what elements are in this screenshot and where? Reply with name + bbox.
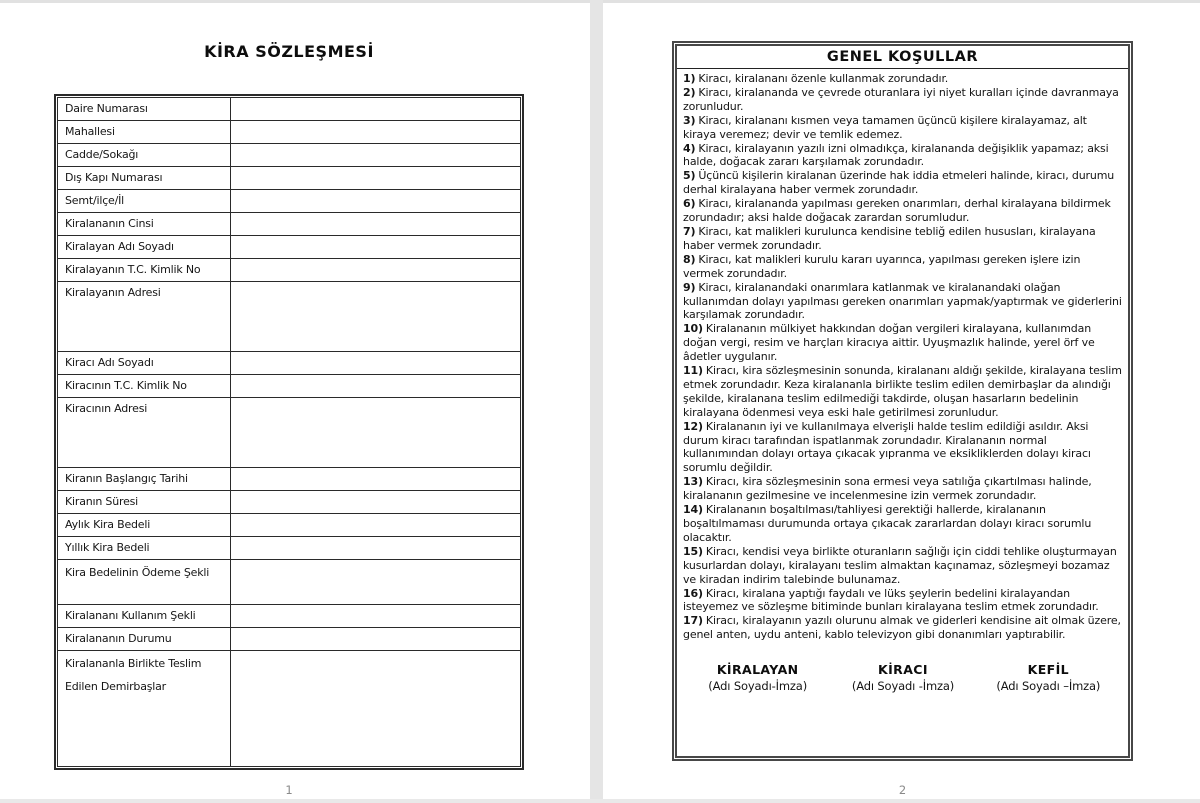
signature-subtitle: (Adı Soyadı –İmza) xyxy=(996,679,1101,694)
clause-number: 6) xyxy=(683,197,696,211)
clause-text: Üçüncü kişilerin kiralanan üzerinde hak iddia etmeleri halinde, kiracı, durumu derhal kiralayana haber vermek zorundadır. xyxy=(683,169,1115,197)
signature-subtitle: (Adı Soyadı -İmza) xyxy=(851,679,955,694)
clause-text: Kiracı, kendisi veya birlikte oturanların sağlığı için ciddi tehlike oluşturmayan kusurlardan dolayı, kiralayanı teslim almaktan kaçınamaz, sözleşmeyi bozamaz ve kiradan indirim talebinde bulunamaz. xyxy=(683,544,1117,586)
clause-text: Kiracı, kiralananda ve çevrede oturanlara iyi niyet kuralları içinde davranmaya zorunludur. xyxy=(683,85,1119,113)
clause-text: Kiralananın boşaltılması/tahliyesi gerektiği hallerde, kiralananın boşaltılmaması durumunda ortaya çıkacak zararlardan dolayı kiracı sorumlu olacaktır. xyxy=(683,503,1092,544)
clause-number: 15) xyxy=(683,544,703,558)
row-label: Kiralananla Birlikte Teslim Edilen Demirbaşlar xyxy=(58,651,231,766)
table-row-kiralayanin-tc-kimlik xyxy=(58,259,520,282)
clause-number: 4) xyxy=(683,141,696,155)
row-value-cell xyxy=(231,352,520,374)
row-label: Kira Bedelinin Ödeme Şekli xyxy=(58,560,231,604)
clause-number: 3) xyxy=(683,113,696,127)
clause-number: 1) xyxy=(683,72,696,85)
table-row-demirbaslar xyxy=(58,651,520,766)
row-label: Kiranın Süresi xyxy=(58,491,231,513)
row-value-cell xyxy=(231,560,520,604)
table-row-odeme-sekli xyxy=(58,560,520,605)
row-value-cell xyxy=(231,398,520,467)
row-value-cell xyxy=(231,375,520,397)
table-row-kiraci-adi-soyadi xyxy=(58,352,520,375)
contract-table-inner xyxy=(57,97,521,767)
signature-subtitle: (Adı Soyadı-İmza) xyxy=(708,679,808,694)
row-value-cell xyxy=(231,121,520,143)
term-clause-17 xyxy=(683,614,1123,642)
table-row-mahallesi xyxy=(58,121,520,144)
row-label: Kiracının T.C. Kimlik No xyxy=(58,375,231,397)
row-label: Kiralananın Cinsi xyxy=(58,213,231,235)
clause-text: Kiracı, kiralayanın yazılı olurunu almak ve giderleri kendisine ait olmak üzere, genel anten, uydu anteni, kablo televizyon gibi donanımları yaptırabilir. xyxy=(683,614,1121,642)
row-label: Semt/ilçe/İl xyxy=(58,190,231,212)
page-number-1: 1 xyxy=(285,783,293,797)
clause-text: Kiracı, kat malikleri kurulu kararı uyarınca, yapılması gereken işlere izin vermek zorundadır. xyxy=(683,252,1081,280)
row-label: Kiralananın Durumu xyxy=(58,628,231,650)
clause-number: 7) xyxy=(683,224,696,238)
clause-number: 10) xyxy=(683,322,703,336)
clause-text: Kiracı, kiralananı özenle kullanmak zorundadır. xyxy=(698,72,949,85)
term-clause-2 xyxy=(683,86,1123,114)
terms-body xyxy=(677,69,1128,694)
row-label: Cadde/Sokağı xyxy=(58,144,231,166)
general-terms-box xyxy=(672,41,1133,761)
term-clause-14 xyxy=(683,503,1123,545)
clause-text: Kiracı, kiralayanın yazılı izni olmadıkça, kiralananda değişiklik yapamaz; aksi halde, doğacak zararı karşılamak zorundadır. xyxy=(683,141,1109,169)
signature-kefil xyxy=(976,663,1121,694)
row-value-cell xyxy=(231,651,520,766)
row-value-cell xyxy=(231,282,520,351)
terms-header: GENEL KOŞULLAR xyxy=(677,46,1128,69)
clause-number: 2) xyxy=(683,85,696,99)
row-label: Aylık Kira Bedeli xyxy=(58,514,231,536)
term-clause-16 xyxy=(683,587,1123,615)
signature-kiraci xyxy=(830,663,975,694)
table-row-dis-kapi-numarasi xyxy=(58,167,520,190)
term-clause-8 xyxy=(683,253,1123,281)
term-clause-15 xyxy=(683,545,1123,587)
row-label: Dış Kapı Numarası xyxy=(58,167,231,189)
row-value-cell xyxy=(231,514,520,536)
table-row-kiralayan-adi-soyadi xyxy=(58,236,520,259)
signature-title: KİRACI xyxy=(878,662,928,678)
app-background-bottom xyxy=(0,799,1200,803)
row-value-cell xyxy=(231,236,520,258)
clause-text: Kiracı, kiralananı kısmen veya tamamen üçüncü kişilere kiralayamaz, alt kiraya veremez; devir ve temlik edemez. xyxy=(683,113,1087,141)
clause-number: 11) xyxy=(683,364,703,378)
clause-text: Kiracı, kiralananda yapılması gereken onarımları, derhal kiralayana bildirmek zorundadır; aksi halde doğacak zarardan sorumludur. xyxy=(683,197,1111,225)
row-label: Daire Numarası xyxy=(58,98,231,120)
row-label: Kiralayanın T.C. Kimlik No xyxy=(58,259,231,281)
contract-table xyxy=(54,94,524,770)
clause-number: 14) xyxy=(683,503,703,517)
row-value-cell xyxy=(231,628,520,650)
clause-text: Kiralananın mülkiyet hakkından doğan vergileri kiralayana, kullanımdan doğan vergi, resim ve harçları kiracıya aittir. Uyuşmazlık halinde, yerel örf ve âdetler uygulanır. xyxy=(683,322,1095,364)
signature-title: KEFİL xyxy=(1027,662,1070,678)
clause-text: Kiralananın iyi ve kullanılmaya elverişli halde teslim edildiği asıldır. Aksi durum kiracı tarafından ispatlanmak zorundadır. Kiralananın normal kullanımından dolayı ortaya çıkacak yıpranma ve eksikliklerden dolayı kiracı sorumlu değildir. xyxy=(683,419,1091,475)
table-row-kiralayanin-adresi xyxy=(58,282,520,352)
signature-title: KİRALAYAN xyxy=(716,662,799,678)
signature-kiralayan xyxy=(685,663,830,694)
table-row-kullanim-sekli xyxy=(58,605,520,628)
row-label: Kiralayanın Adresi xyxy=(58,282,231,351)
row-label: Yıllık Kira Bedeli xyxy=(58,537,231,559)
clause-number: 16) xyxy=(683,586,703,600)
row-value-cell xyxy=(231,144,520,166)
clause-number: 9) xyxy=(683,280,696,294)
table-row-kiracinin-tc-kimlik xyxy=(58,375,520,398)
table-row-cadde-sokagi xyxy=(58,144,520,167)
row-label: Kiralananı Kullanım Şekli xyxy=(58,605,231,627)
row-value-cell xyxy=(231,491,520,513)
row-value-cell xyxy=(231,537,520,559)
term-clause-9 xyxy=(683,281,1123,323)
row-value-cell xyxy=(231,259,520,281)
term-clause-3 xyxy=(683,114,1123,142)
row-value-cell xyxy=(231,190,520,212)
term-clause-12 xyxy=(683,420,1123,476)
row-label: Kiranın Başlangıç Tarihi xyxy=(58,468,231,490)
term-clause-5 xyxy=(683,169,1123,197)
page-title: KİRA SÖZLEŞMESİ xyxy=(204,42,374,61)
clause-text: Kiracı, kat malikleri kurulunca kendisine tebliğ edilen hususları, kiralayana haber vermek zorundadır. xyxy=(683,224,1096,252)
row-value-cell xyxy=(231,605,520,627)
term-clause-6 xyxy=(683,197,1123,225)
table-row-kiralananin-durumu xyxy=(58,628,520,651)
clause-text: Kiracı, kira sözleşmesinin sona ermesi veya satılığa çıkartılması halinde, kiralananın gezilmesine ve incelenmesine izin vermek zorundadır. xyxy=(683,475,1092,503)
row-label: Kiralayan Adı Soyadı xyxy=(58,236,231,258)
table-row-kiracinin-adresi xyxy=(58,398,520,468)
page-gap-divider xyxy=(590,0,603,803)
clause-text: Kiracı, kiralanandaki onarımlara katlanmak ve kiralanandaki olağan kullanımdan dolayı yapılması gereken onarımları yapmak/yaptırmak ve giderlerini karşılamak zorundadır. xyxy=(683,280,1122,322)
clause-number: 8) xyxy=(683,252,696,266)
term-clause-4 xyxy=(683,142,1123,170)
clause-number: 13) xyxy=(683,475,703,489)
table-row-kiranin-suresi xyxy=(58,491,520,514)
term-clause-1 xyxy=(683,72,1123,86)
table-row-aylik-kira-bedeli xyxy=(58,514,520,537)
row-value-cell xyxy=(231,213,520,235)
signature-row xyxy=(683,663,1123,694)
page-number-2: 2 xyxy=(898,783,907,797)
row-value-cell xyxy=(231,167,520,189)
term-clause-13 xyxy=(683,475,1123,503)
row-value-cell xyxy=(231,468,520,490)
term-clause-11 xyxy=(683,364,1123,420)
clause-number: 17) xyxy=(683,614,703,628)
table-row-kiralananin-cinsi xyxy=(58,213,520,236)
clause-text: Kiracı, kiralana yaptığı faydalı ve lüks şeylerin bedelini kiralayandan isteyemez ve sözleşme bitiminde bunları kiralayana teslim etmek zorundadır. xyxy=(683,586,1099,614)
clause-number: 12) xyxy=(683,419,703,433)
row-label: Kiracı Adı Soyadı xyxy=(58,352,231,374)
row-value-cell xyxy=(231,98,520,120)
general-terms-box-inner xyxy=(675,44,1130,758)
term-clause-7 xyxy=(683,225,1123,253)
clause-number: 5) xyxy=(683,169,696,183)
row-label: Kiracının Adresi xyxy=(58,398,231,467)
table-row-daire-numarasi xyxy=(58,98,520,121)
row-label: Mahallesi xyxy=(58,121,231,143)
table-row-yillik-kira-bedeli xyxy=(58,537,520,560)
table-row-semt-ilce-il xyxy=(58,190,520,213)
term-clause-10 xyxy=(683,322,1123,364)
table-row-kiranin-baslangic-tarihi xyxy=(58,468,520,491)
clause-text: Kiracı, kira sözleşmesinin sonunda, kiralananı aldığı şekilde, kiralayana teslim etmek zorundadır. Keza kiralananla birlikte teslim edilen demirbaşlar da alındığı şekilde, kiralanana teslim edilmediği takdirde, oluşan hasarların bedelinin kiralayana ödenmesi veya eski hale getirilmesi zorunludur. xyxy=(683,364,1122,419)
